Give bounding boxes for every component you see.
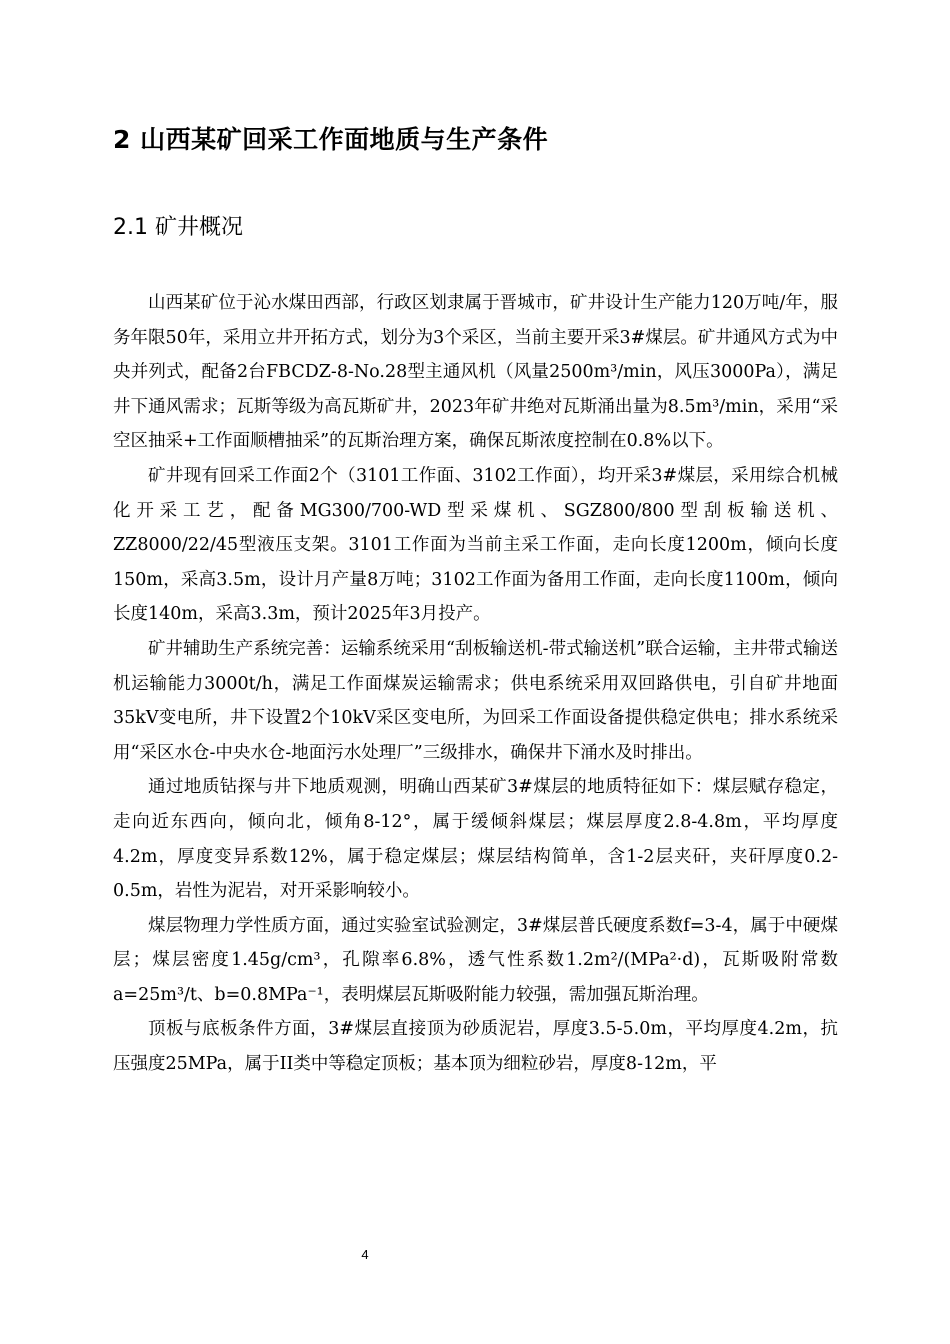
paragraph-roof-floor: 顶板与底板条件方面，3#煤层直接顶为砂质泥岩，厚度3.5-5.0m，平均厚度4.2m，抗压强度25MPa，属于II类中等稳定顶板；基本顶为细粒砂岩，厚度8-12m，平 <box>113 1019 838 1075</box>
section-title: 2.1 矿井概况 <box>113 215 243 240</box>
paragraph-coal-seam-geology: 通过地质钻探与井下地质观测，明确山西某矿3#煤层的地质特征如下：煤层赋存稳定，走向近东西向，倾向北，倾角8-12°，属于缓倾斜煤层；煤层厚度2.8-4.8m，平均厚度4.2m，厚度变异系数12%，属于稳定煤层；煤层结构简单，含1-2层夹矸，夹矸厚度0.2-0.5m，岩性为泥岩，对开采影响较小。 <box>113 777 838 902</box>
paragraph-mine-overview: 山西某矿位于沁水煤田西部，行政区划隶属于晋城市，矿井设计生产能力120万吨/年，服务年限50年，采用立井开拓方式，划分为3个采区，当前主要开采3#煤层。矿井通风方式为中央并列式，配备2台FBCDZ-8-No.28型主通风机（风量2500m³/min，风压3000Pa），满足井下通风需求；瓦斯等级为高瓦斯矿井，2023年矿井绝对瓦斯涌出量为8.5m³/min，采用“采空区抽采+工作面顺槽抽采”的瓦斯治理方案，确保瓦斯浓度控制在0.8%以下。 <box>113 293 838 452</box>
body-text <box>113 286 838 1082</box>
paragraph-auxiliary-systems: 矿井辅助生产系统完善：运输系统采用“刮板输送机-带式输送机”联合运输，主井带式输送机运输能力3000t/h，满足工作面煤炭运输需求；供电系统采用双回路供电，引自矿井地面35kV变电所，井下设置2个10kV采区变电所，为回采工作面设备提供稳定供电；排水系统采用“采区水仓-中央水仓-地面污水处理厂”三级排水，确保井下涌水及时排出。 <box>113 638 838 763</box>
page-number: 4 <box>361 1247 369 1262</box>
paragraph-working-faces: 矿井现有回采工作面2个（3101工作面、3102工作面），均开采3#煤层，采用综合机械化开采工艺，配备MG300/700-WD型采煤机、SGZ800/800型刮板输送机、ZZ8000/22/45型液压支架。3101工作面为当前主采工作面，走向长度1200m，倾向长度150m，采高3.5m，设计月产量8万吨；3102工作面为备用工作面，走向长度1100m，倾向长度140m，采高3.3m，预计2025年3月投产。 <box>113 465 838 625</box>
chapter-title: 2 山西某矿回采工作面地质与生产条件 <box>113 125 549 154</box>
paragraph-physical-properties: 煤层物理力学性质方面，通过实验室试验测定，3#煤层普氏硬度系数f=3-4，属于中硬煤层；煤层密度1.45g/cm³，孔隙率6.8%，透气性系数1.2m²/(MPa²·d)，瓦斯吸附常数a=25m³/t、b=0.8MPa⁻¹，表明煤层瓦斯吸附能力较强，需加强瓦斯治理。 <box>113 915 838 1005</box>
